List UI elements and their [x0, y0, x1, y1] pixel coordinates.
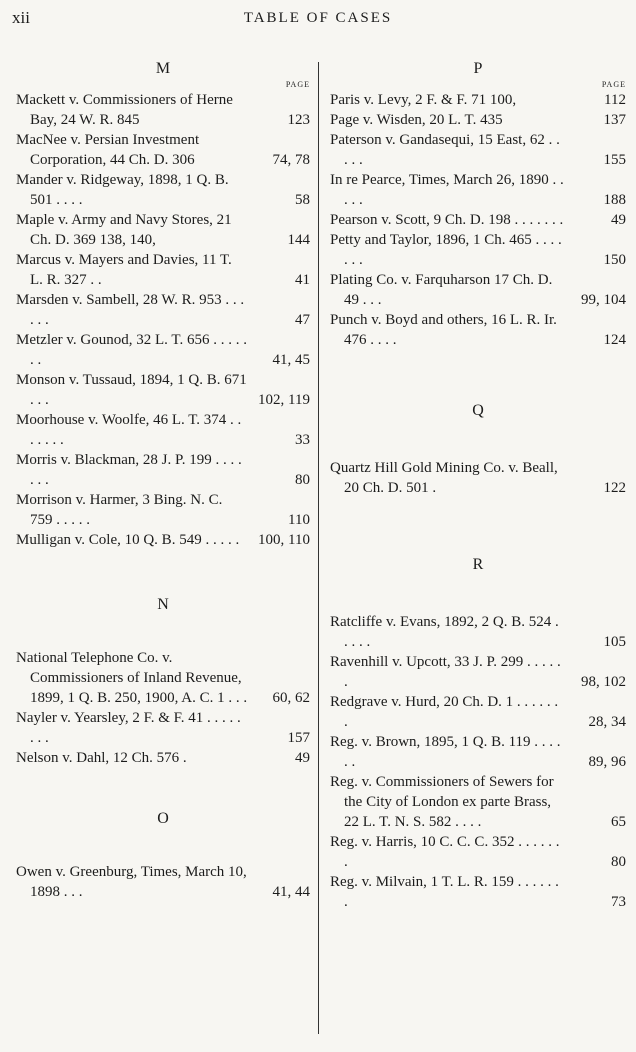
case-entry: [330, 310, 626, 350]
case-pages: 124: [603, 332, 626, 348]
case-entry: [330, 692, 626, 732]
case-pages: 157: [287, 730, 310, 746]
case-entry: [330, 832, 626, 872]
case-pages: 188: [603, 192, 626, 208]
case-pages: 41: [295, 272, 310, 288]
section-letter-m: M: [155, 60, 171, 77]
case-entry: [16, 130, 310, 170]
case-pages: 49: [295, 750, 310, 766]
case-pages: 58: [295, 192, 310, 208]
case-pages: 112: [604, 92, 626, 108]
case-entry: [16, 250, 310, 290]
case-entry: [330, 652, 626, 692]
section-letter-p: P: [473, 60, 483, 77]
case-pages: 60, 62: [272, 690, 310, 706]
case-citation: Ratcliffe v. Evans, 1892, 2 Q. B. 524 . . . . .: [330, 614, 559, 650]
case-pages: 100, 110: [258, 532, 310, 548]
case-entry: [330, 110, 626, 130]
case-entry: [16, 490, 310, 530]
case-citation: Marcus v. Mayers and Davies, 11 T. L. R. 327 . .: [16, 252, 232, 288]
case-citation: Plating Co. v. Farquharson 17 Ch. D. 49 . . .: [330, 272, 553, 308]
case-pages: 122: [603, 480, 626, 496]
left-column: [16, 58, 310, 902]
case-citation: Reg. v. Milvain, 1 T. L. R. 159 . . . . . . .: [330, 874, 559, 910]
page-number: xii: [12, 8, 30, 27]
case-entry: [16, 530, 310, 550]
case-citation: Nayler v. Yearsley, 2 F. & F. 41 . . . . . . . .: [16, 710, 241, 746]
case-pages: 47: [295, 312, 310, 328]
case-citation: Mander v. Ridgeway, 1898, 1 Q. B. 501 . . . .: [16, 172, 229, 208]
case-pages: 65: [611, 814, 626, 830]
case-entry: [16, 210, 310, 250]
page-column-label: PAGE: [601, 80, 626, 89]
case-pages: 99, 104: [581, 292, 626, 308]
case-citation: Nelson v. Dahl, 12 Ch. 576 .: [16, 750, 187, 766]
case-pages: 89, 96: [588, 754, 626, 770]
section-letter-q: Q: [472, 402, 484, 419]
case-pages: 28, 34: [588, 714, 626, 730]
case-pages: 80: [295, 472, 310, 488]
case-entry: [330, 270, 626, 310]
case-pages: 155: [603, 152, 626, 168]
case-pages: 137: [603, 112, 626, 128]
section-letter-o: O: [157, 810, 169, 827]
case-citation: Pearson v. Scott, 9 Ch. D. 198 . . . . . . .: [330, 212, 564, 228]
case-entry: [330, 130, 626, 170]
case-entry: [16, 410, 310, 450]
case-pages: 74, 78: [272, 152, 310, 168]
case-pages: 144: [287, 232, 310, 248]
case-entry: [330, 612, 626, 652]
case-entry: [330, 170, 626, 210]
case-pages: 98, 102: [581, 674, 626, 690]
case-entry: [330, 90, 626, 110]
case-citation: Reg. v. Harris, 10 C. C. C. 352 . . . . . . .: [330, 834, 560, 870]
case-citation: Mulligan v. Cole, 10 Q. B. 549 . . . . .: [16, 532, 240, 548]
case-entry: [16, 170, 310, 210]
page-header: [0, 8, 636, 34]
case-entry: [330, 230, 626, 270]
case-citation: Moorhouse v. Woolfe, 46 L. T. 374 . . . . . . .: [16, 412, 242, 448]
case-citation: Paris v. Levy, 2 F. & F. 71 100,: [330, 92, 517, 108]
case-entry: [16, 648, 310, 708]
case-citation: Metzler v. Gounod, 32 L. T. 656 . . . . . . .: [16, 332, 247, 368]
case-citation: Reg. v. Brown, 1895, 1 Q. B. 119 . . . . . .: [330, 734, 561, 770]
case-citation: Mackett v. Commissioners of Herne Bay, 24 W. R. 845: [16, 92, 233, 128]
case-entry: [16, 862, 310, 902]
case-citation: Ravenhill v. Upcott, 33 J. P. 299 . . . . . .: [330, 654, 561, 690]
case-entry: [330, 772, 626, 832]
case-citation: Monson v. Tussaud, 1894, 1 Q. B. 671 . . .: [16, 372, 247, 408]
case-entry: [16, 450, 310, 490]
case-citation: Quartz Hill Gold Mining Co. v. Beall, 20 Ch. D. 501 .: [330, 460, 558, 496]
case-pages: 105: [603, 634, 626, 650]
case-citation: National Telephone Co. v. Commissioners of Inland Revenue, 1899, 1 Q. B. 250, 1900, A. C. 1 . . .: [16, 650, 248, 706]
case-citation: Redgrave v. Hurd, 20 Ch. D. 1 . . . . . . .: [330, 694, 559, 730]
case-citation: Page v. Wisden, 20 L. T. 435: [330, 112, 503, 128]
column-divider: [318, 62, 319, 1034]
case-pages: 102, 119: [258, 392, 310, 408]
section-letter-r: R: [472, 556, 484, 573]
case-pages: 33: [295, 432, 310, 448]
case-entry: [16, 748, 310, 768]
section-letter-n: N: [157, 596, 169, 613]
case-entry: [330, 210, 626, 230]
running-title: TABLE OF CASES: [243, 10, 393, 26]
case-entry: [330, 458, 626, 498]
case-citation: Paterson v. Gandasequi, 15 East, 62 . . . . .: [330, 132, 560, 168]
case-pages: 73: [611, 894, 626, 910]
right-column: [330, 58, 626, 912]
case-citation: Morris v. Blackman, 28 J. P. 199 . . . . . . .: [16, 452, 242, 488]
case-entry: [330, 732, 626, 772]
case-pages: 80: [611, 854, 626, 870]
case-pages: 49: [611, 212, 626, 228]
case-citation: Petty and Taylor, 1896, 1 Ch. 465 . . . . . . .: [330, 232, 562, 268]
case-citation: Punch v. Boyd and others, 16 L. R. Ir. 476 . . . .: [330, 312, 557, 348]
case-pages: 41, 44: [272, 884, 310, 900]
case-citation: Reg. v. Commissioners of Sewers for the City of London ex parte Brass, 22 L. T. N. S. 582 . . . .: [330, 774, 554, 830]
case-entry: [16, 330, 310, 370]
case-citation: MacNee v. Persian Investment Corporation, 44 Ch. D. 306: [16, 132, 200, 168]
case-citation: In re Pearce, Times, March 26, 1890 . . . . .: [330, 172, 564, 208]
case-citation: Morrison v. Harmer, 3 Bing. N. C. 759 . . . . .: [16, 492, 223, 528]
case-entry: [16, 290, 310, 330]
page-column-label: PAGE: [285, 80, 310, 89]
case-entry: [16, 708, 310, 748]
case-pages: 110: [288, 512, 310, 528]
case-pages: 41, 45: [272, 352, 310, 368]
case-citation: Marsden v. Sambell, 28 W. R. 953 . . . . . .: [16, 292, 245, 328]
case-citation: Owen v. Greenburg, Times, March 10, 1898 . . .: [16, 864, 247, 900]
case-entry: [16, 90, 310, 130]
case-entry: [330, 872, 626, 912]
case-pages: 150: [603, 252, 626, 268]
case-citation: Maple v. Army and Navy Stores, 21 Ch. D. 369 138, 140,: [16, 212, 232, 248]
case-entry: [16, 370, 310, 410]
case-pages: 123: [287, 112, 310, 128]
